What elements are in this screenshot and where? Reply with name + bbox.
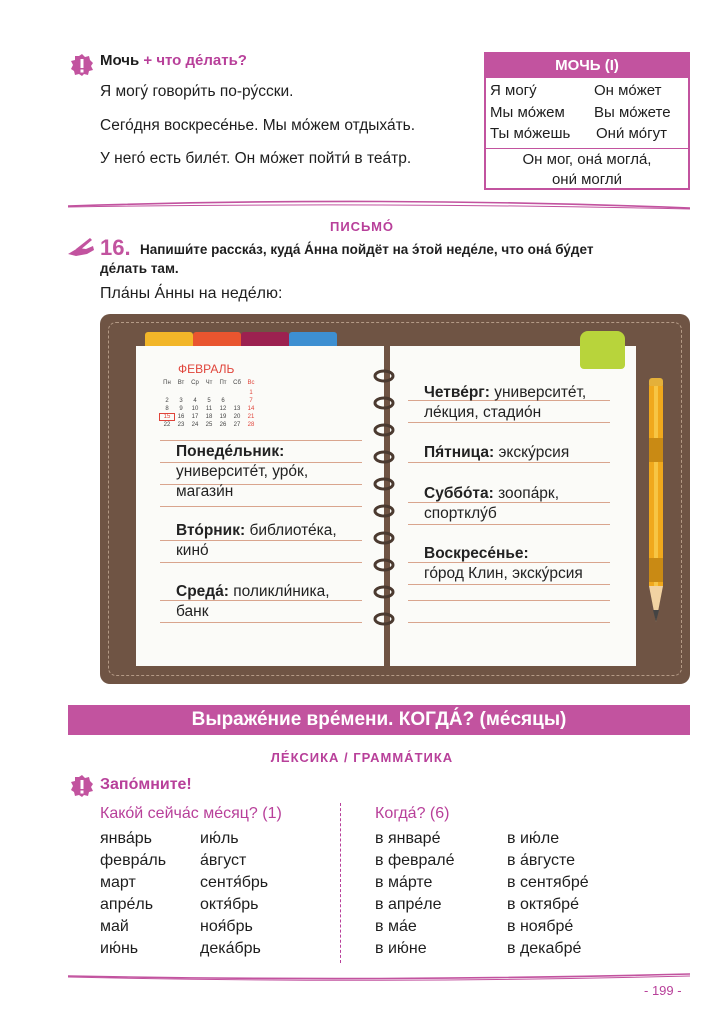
calendar-day: Сб <box>233 380 241 386</box>
calendar-date: 8 <box>165 406 169 412</box>
calendar-date: 24 <box>191 422 199 428</box>
month-nominative: май <box>100 918 129 935</box>
day-plan: поликли́ника, <box>233 583 330 600</box>
pencil-icon <box>644 378 668 628</box>
month-prepositional: в декабре́ <box>507 940 582 957</box>
calendar-date: 2 <box>165 398 169 404</box>
calendar-day: Вс <box>247 380 255 386</box>
month-prepositional: в апре́ле <box>375 896 442 913</box>
day-plan: библиоте́ка, <box>249 522 337 539</box>
month-nominative: ию́ль <box>200 830 239 847</box>
page-number: - 199 - <box>644 983 682 998</box>
plan-wednesday <box>176 582 330 622</box>
calendar-date: 3 <box>179 398 183 404</box>
calendar-date: 22 <box>163 422 171 428</box>
day-plan: кино́ <box>176 542 209 559</box>
binder-ring <box>373 585 395 599</box>
remember-heading: Запо́мните! <box>100 776 192 793</box>
calendar-date: 5 <box>207 398 211 404</box>
calendar-day: Вт <box>177 380 185 386</box>
example-line: Я могу́ говори́ть по-ру́сски. <box>100 83 294 100</box>
month-prepositional: в феврале́ <box>375 852 455 869</box>
divider <box>486 148 688 149</box>
month-prepositional: в январе́ <box>375 830 441 847</box>
conj-form: Ты мо́жешь <box>490 125 571 142</box>
conj-form: Они́ мо́гут <box>596 125 667 142</box>
calendar-day: Пн <box>163 380 171 386</box>
month-nominative: сентя́брь <box>200 874 269 891</box>
day-label: Понеде́льник: <box>176 443 285 460</box>
calendar-date: 10 <box>191 406 199 412</box>
plan-friday <box>424 443 569 463</box>
calendar-date: 28 <box>247 422 255 428</box>
ruled-line <box>160 622 362 623</box>
plan-monday <box>176 442 308 502</box>
binder-ring <box>373 423 395 437</box>
section-label: ЛЕ́КСИКА / ГРАММА́ТИКА <box>270 750 454 765</box>
section-banner: Выраже́ние вре́мени. КОГДА́? (ме́сяцы) <box>68 705 690 735</box>
day-label: Воскресе́нье: <box>424 545 529 562</box>
conjugation-title: МОЧЬ (I) <box>486 54 688 78</box>
calendar-date: 13 <box>233 406 241 412</box>
plan-saturday <box>424 484 559 524</box>
calendar-date: 18 <box>205 414 213 420</box>
question-which-month: Како́й сейча́с ме́сяц? (1) <box>100 805 282 822</box>
calendar-date: 12 <box>219 406 227 412</box>
month-prepositional: в ноябре́ <box>507 918 574 935</box>
task-subtitle: Пла́ны А́нны на неде́лю: <box>100 285 283 302</box>
calendar-date: 26 <box>219 422 227 428</box>
month-nominative: апре́ль <box>100 896 154 913</box>
calendar-day: Ср <box>191 380 199 386</box>
day-label: Четве́рг: <box>424 384 490 401</box>
ruled-line <box>408 584 610 585</box>
binder-ring <box>373 531 395 545</box>
day-plan: зоопа́рк, <box>498 485 560 502</box>
binder-ring <box>373 369 395 383</box>
calendar-month: ФЕВРАЛЬ <box>178 362 235 376</box>
past-line: Он мог, она́ могла́, <box>522 151 652 168</box>
day-label: Вто́рник: <box>176 522 246 539</box>
notebook-tab <box>289 332 337 346</box>
binder-ring <box>373 612 395 626</box>
day-label: Пя́тница: <box>424 444 495 461</box>
month-nominative: ноя́брь <box>200 918 253 935</box>
calendar-date: 9 <box>179 406 183 412</box>
month-prepositional: в сентябре́ <box>507 874 589 891</box>
month-nominative: ию́нь <box>100 940 139 957</box>
month-nominative: февра́ль <box>100 852 167 869</box>
month-nominative: март <box>100 874 136 891</box>
attention-icon <box>70 53 94 77</box>
binder-ring <box>373 504 395 518</box>
past-line: они́ могли́ <box>551 171 623 188</box>
rule-question: + что де́лать? <box>143 52 247 69</box>
wave-divider <box>68 198 690 212</box>
notebook-tab <box>193 332 241 346</box>
day-label: Суббо́та: <box>424 485 494 502</box>
month-prepositional: в октябре́ <box>507 896 579 913</box>
month-nominative: дека́брь <box>200 940 261 957</box>
day-plan: ле́кция, стадио́н <box>424 404 542 421</box>
notebook-tab <box>145 332 193 346</box>
task-text: де́лать там. <box>100 261 179 276</box>
task-number: 16. <box>100 235 131 260</box>
conj-form: Вы мо́жете <box>594 104 671 121</box>
ruled-line <box>408 600 610 601</box>
rule-heading <box>100 52 247 69</box>
rule-verb: Мочь <box>100 52 140 69</box>
calendar-date: 17 <box>191 414 199 420</box>
day-plan: магази́н <box>176 483 234 500</box>
binder-ring <box>373 450 395 464</box>
calendar-date: 4 <box>193 398 197 404</box>
task-text: Напиши́те расска́з, куда́ А́нна пойдёт на э́той неде́ле, что она́ бу́дет <box>140 242 594 257</box>
conj-form: Он мо́жет <box>594 82 662 99</box>
calendar-date: 21 <box>247 414 255 420</box>
example-line: Сего́дня воскресе́нье. Мы мо́жем отдыха́ть. <box>100 117 416 134</box>
conjugation-table <box>484 52 690 190</box>
calendar-day: Пт <box>219 380 227 386</box>
calendar-date: 23 <box>177 422 185 428</box>
calendar-date: 1 <box>249 390 253 396</box>
bookmark <box>580 331 625 369</box>
day-label: Среда́: <box>176 583 229 600</box>
notebook-tab <box>241 332 289 346</box>
conj-form: Мы мо́жем <box>490 104 565 121</box>
past-forms <box>486 150 688 190</box>
calendar-date: 11 <box>205 406 213 412</box>
binder-ring <box>373 477 395 491</box>
attention-icon <box>70 774 94 798</box>
calendar-date: 7 <box>249 398 253 404</box>
writing-hand-icon <box>66 236 96 263</box>
calendar-date: 19 <box>219 414 227 420</box>
day-plan: университе́т, <box>494 384 587 401</box>
binder-ring <box>373 396 395 410</box>
calendar-date: 20 <box>233 414 241 420</box>
calendar-date: 25 <box>205 422 213 428</box>
section-label: ПИСЬМО́ <box>329 219 395 234</box>
column-divider <box>340 803 341 963</box>
question-when: Когда́? (6) <box>375 805 450 822</box>
ruled-line <box>160 506 362 507</box>
plan-sunday <box>424 544 583 584</box>
ruled-line <box>408 524 610 525</box>
conj-form: Я могу́ <box>490 82 537 99</box>
example-line: У него́ есть биле́т. Он мо́жет пойти́ в теа́тр. <box>100 150 412 167</box>
day-plan: университе́т, уро́к, <box>176 463 309 480</box>
month-prepositional: в ма́е <box>375 918 417 935</box>
day-plan: го́род Клин, экску́рсия <box>424 565 583 582</box>
day-plan: банк <box>176 603 209 620</box>
day-plan: спортклу́б <box>424 505 497 522</box>
plan-thursday <box>424 383 586 423</box>
month-prepositional: в ию́не <box>375 940 427 957</box>
month-prepositional: в ма́рте <box>375 874 433 891</box>
ruled-line <box>160 440 362 441</box>
calendar-date: 16 <box>177 414 185 420</box>
month-nominative: октя́брь <box>200 896 259 913</box>
month-prepositional: в ию́ле <box>507 830 560 847</box>
month-prepositional: в а́вгусте <box>507 852 576 869</box>
calendar-date: 14 <box>247 406 255 412</box>
plan-tuesday <box>176 521 337 561</box>
calendar-date: 27 <box>233 422 241 428</box>
calendar-date-current: 15 <box>160 414 174 420</box>
binder-ring <box>373 558 395 572</box>
calendar-day: Чт <box>205 380 213 386</box>
wave-divider <box>68 970 690 984</box>
ruled-line <box>160 562 362 563</box>
month-nominative: янва́рь <box>100 830 152 847</box>
month-nominative: а́вгуст <box>200 852 247 869</box>
calendar-date: 6 <box>221 398 225 404</box>
day-plan: экску́рсия <box>498 444 570 461</box>
ruled-line <box>408 622 610 623</box>
